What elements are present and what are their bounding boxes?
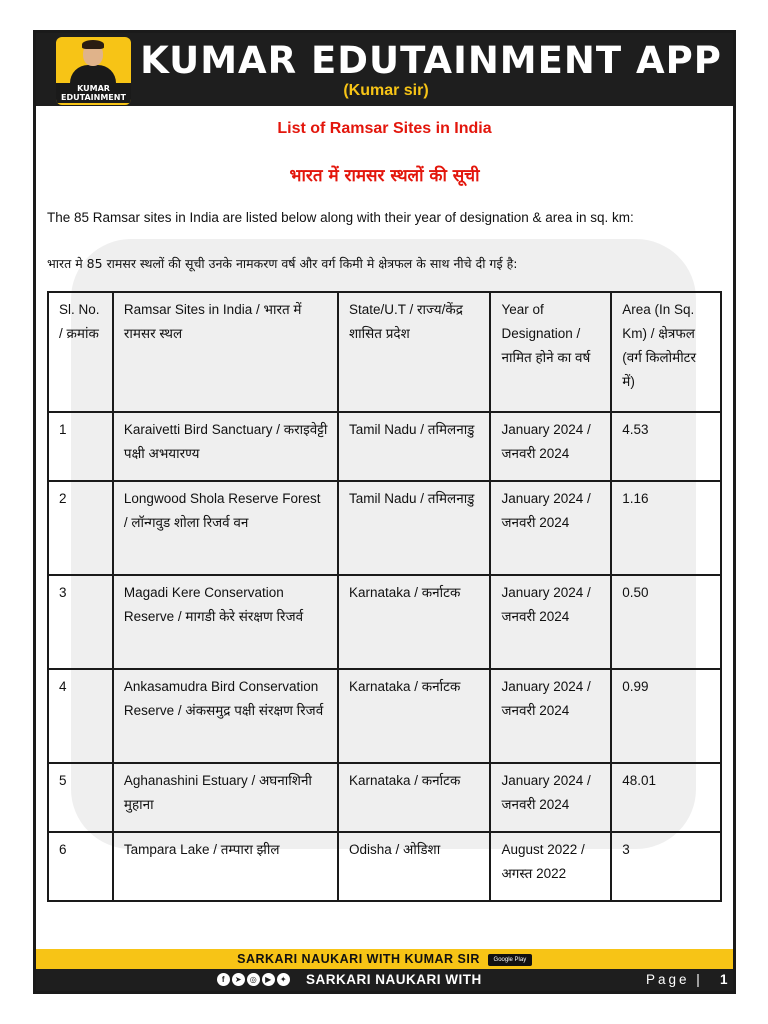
- cell-state: Tamil Nadu / तमिलनाडु: [338, 412, 490, 481]
- column-header-site: Ramsar Sites in India / भारत में रामसर स्थल: [113, 292, 338, 412]
- table-row: [48, 575, 721, 669]
- cell-state: Karnataka / कर्नाटक: [338, 669, 490, 763]
- cell-year: January 2024 / जनवरी 2024: [490, 481, 611, 575]
- cell-site: Tampara Lake / तम्पारा झील: [113, 832, 338, 901]
- column-header-area: Area (In Sq. Km) / क्षेत्रफल (वर्ग किलोमीटर में): [611, 292, 721, 412]
- footer-banner-text: SARKARI NAUKARI WITH KUMAR SIR: [237, 952, 480, 966]
- cell-year: August 2022 / अगस्त 2022: [490, 832, 611, 901]
- cell-year: January 2024 / जनवरी 2024: [490, 575, 611, 669]
- ramsar-sites-table: [47, 291, 722, 902]
- document-title-hindi: भारत में रामसर स्थलों की सूची: [289, 166, 480, 186]
- cell-state: Karnataka / कर्नाटक: [338, 763, 490, 832]
- cell-area: 4.53: [611, 412, 721, 481]
- logo-text: [56, 83, 131, 103]
- google-play-badge-icon[interactable]: Google Play: [488, 954, 532, 966]
- page-number: 1: [720, 972, 729, 987]
- brand-logo: [56, 37, 131, 105]
- footer-channel-text: SARKARI NAUKARI WITH: [306, 972, 482, 987]
- document-page: [33, 30, 736, 994]
- column-header-sl-no: Sl. No. / क्रमांक: [48, 292, 113, 412]
- cell-area: 3: [611, 832, 721, 901]
- cell-sl-no: 2: [48, 481, 113, 575]
- telegram-icon[interactable]: ➤: [232, 973, 245, 986]
- social-icons: [217, 973, 292, 987]
- logo-person-hair: [82, 40, 104, 49]
- header-bar: [36, 33, 733, 106]
- cell-year: January 2024 / जनवरी 2024: [490, 763, 611, 832]
- column-header-state: State/U.T / राज्य/केंद्र शासित प्रदेश: [338, 292, 490, 412]
- cell-state: Odisha / ओडिशा: [338, 832, 490, 901]
- cell-sl-no: 1: [48, 412, 113, 481]
- cell-site: Longwood Shola Reserve Forest / लॉन्गवुड शोला रिजर्व वन: [113, 481, 338, 575]
- facebook-icon[interactable]: f: [217, 973, 230, 986]
- cell-year: January 2024 / जनवरी 2024: [490, 669, 611, 763]
- cell-sl-no: 3: [48, 575, 113, 669]
- app-icon[interactable]: ✦: [277, 973, 290, 986]
- cell-site: Magadi Kere Conservation Reserve / मागडी केरे संरक्षण रिजर्व: [113, 575, 338, 669]
- logo-text-line1: KUMAR: [77, 84, 110, 93]
- cell-year: January 2024 / जनवरी 2024: [490, 412, 611, 481]
- column-header-year: Year of Designation / नामित होने का वर्ष: [490, 292, 611, 412]
- cell-sl-no: 5: [48, 763, 113, 832]
- cell-sl-no: 4: [48, 669, 113, 763]
- cell-state: Tamil Nadu / तमिलनाडु: [338, 481, 490, 575]
- brand-title: KUMAR EDUTAINMENT APP: [140, 39, 722, 82]
- cell-sl-no: 6: [48, 832, 113, 901]
- table-row: [48, 669, 721, 763]
- cell-area: 0.50: [611, 575, 721, 669]
- table-row: [48, 763, 721, 832]
- table-row: [48, 481, 721, 575]
- page-label: Page |: [646, 972, 703, 987]
- cell-site: Aghanashini Estuary / अघनाशिनी मुहाना: [113, 763, 338, 832]
- table-header-row: [48, 292, 721, 412]
- brand-subtitle: (Kumar sir): [343, 82, 429, 99]
- cell-site: Karaivetti Bird Sanctuary / कराइवेट्टी पक्षी अभयारण्य: [113, 412, 338, 481]
- cell-site: Ankasamudra Bird Conservation Reserve / अंकसमुद्र पक्षी संरक्षण रिजर्व: [113, 669, 338, 763]
- logo-person-body: [70, 65, 116, 85]
- intro-text-english: The 85 Ramsar sites in India are listed below along with their year of designation & area in sq. km:: [47, 210, 634, 225]
- cell-area: 0.99: [611, 669, 721, 763]
- cell-area: 1.16: [611, 481, 721, 575]
- table-row: [48, 412, 721, 481]
- youtube-icon[interactable]: ▶: [262, 973, 275, 986]
- footer-banner: [36, 949, 733, 969]
- cell-area: 48.01: [611, 763, 721, 832]
- intro-text-hindi: भारत मे 85 रामसर स्थलों की सूची उनके नामकरण वर्ष और वर्ग किमी मे क्षेत्रफल के साथ नीचे दी गई है:: [47, 256, 518, 271]
- instagram-icon[interactable]: ◎: [247, 973, 260, 986]
- logo-text-line2: EDUTAINMENT: [61, 93, 126, 102]
- footer-bar: [36, 969, 733, 991]
- table-row: [48, 832, 721, 901]
- cell-state: Karnataka / कर्नाटक: [338, 575, 490, 669]
- document-title-english: List of Ramsar Sites in India: [277, 120, 492, 137]
